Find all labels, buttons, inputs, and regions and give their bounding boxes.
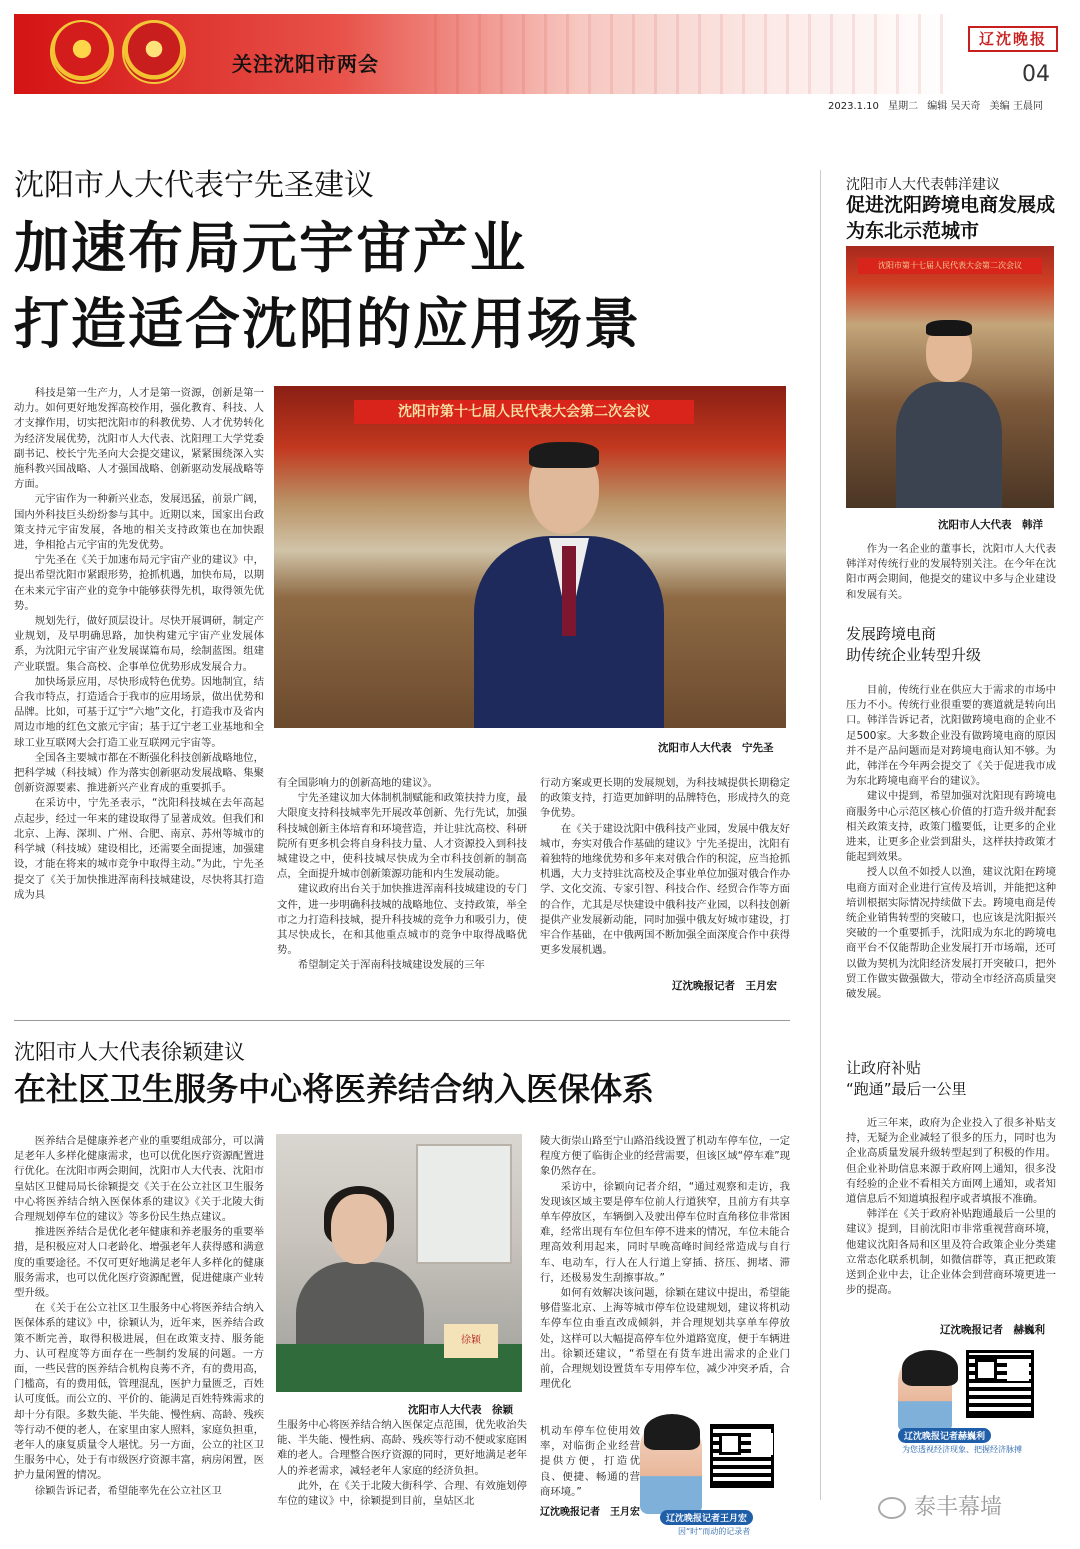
paragraph: 目前，传统行业在供应大于需求的市场中压力不小。传统行业很重要的赛道就是转向出口。韩洋告诉记者，沈阳做跨境电商的企业不足500家。大多数企业没有做跨境电商的原因并不是产品问题而是对跨境电商认知不够。为此，韩洋在今年两会提交了《关于促进我市成为东北跨境电商平台的建议》。 (846, 684, 1056, 788)
paragraph: 机动车停车位使用效率，对临街企业经营提供方便，打造优良、便捷、畅通的营商环境。” (540, 1425, 640, 1498)
column-divider (820, 170, 821, 1500)
paragraph: 在采访中，宁先圣表示，“沈阳科技城在去年高起点起步，经过一年来的建设取得了显著成效。但我们和北京、上海、深圳、广州、合肥、南京、苏州等城市的科学城（科技城）建设相比，还需要全面提速，加强建设，才能在将来的城市竞争中取得主动。”为此，宁先圣提交了《关于加快推进浑南科技城建设，尽快将其打造成为具 (14, 797, 264, 901)
national-emblem-icon (50, 20, 114, 84)
photo-stage-banner: 沈阳市第十七届人民代表大会第二次会议 (858, 258, 1042, 274)
paragraph: 希望制定关于浑南科技城建设发展的三年 (297, 959, 485, 972)
page-number: 04 (1022, 62, 1050, 87)
dateline (828, 97, 1049, 112)
paragraph: 科技是第一生产力，人才是第一资源，创新是第一动力。如何更好地发挥高校作用，强化教育、科技、人才支撑作用，切实把沈阳市的科教优势、人才优势转化为经济发展优势，沈阳市人大代表、沈阳理工大学党委副书记、校长宁先圣向大会提交建议，紧紧围绕深入实施科教兴国战略、人才强国战略、创新驱动发展战略等方面。 (14, 387, 264, 491)
paragraph: 在《关于建设沈阳中俄科技产业园，发展中俄友好城市，夯实对俄合作基础的建议》宁先圣提出，沈阳有着独特的地缘优势和多年来对俄合作的积淀，应当抢抓机遇，大力支持驻沈高校及企事业单位加强对俄合作办学、文化交流、专家引智、科技合作、经贸合作等方面的合作，尤其是尽快建设中俄科技产业园，以科技创新提供产业发展新动能，同时加强中俄友好城市建设，打牢合作基础，在中俄两国不断加强全面深度合作中获得更多发展机遇。 (540, 822, 790, 957)
paragraph: 韩洋在《关于政府补贴跑通最后一公里的建议》提到，目前沈阳市非常重视营商环境，他建议沈阳各局和区里及符合政策企业分类建立常态化联系机制，如微信群等，真正把政策送到企业中去，让企业体会到营商环境更进一步的提高。 (846, 1208, 1056, 1297)
newspaper-logo: 辽沈晚报 (968, 26, 1058, 52)
right-article-subhead-1: 发展跨境电商 助传统企业转型升级 (846, 625, 982, 664)
reporter-avatar (640, 1418, 702, 1514)
article1-byline: 辽沈晚报记者 王月宏 (672, 980, 777, 992)
paragraph: 宁先圣在《关于加速布局元宇宙产业的建议》中，提出希望沈阳市紧跟形势，抢抓机遇，加快布局，以期在未来元宇宙产业的竞争中能够获得先机，取得领先优势。 (14, 554, 264, 612)
paragraph: 徐颖告诉记者，希望能率先在公立社区卫 (34, 1484, 222, 1497)
right-article-headline: 促进沈阳跨境电商发展成为东北示范城市 (846, 194, 1056, 242)
qr-card-tagline: 为您透视经济现象、把握经济脉搏 (902, 1445, 1022, 1454)
paragraph: 宁先圣建议加大体制机制赋能和政策扶持力度，最大限度支持科技城率先开展改革创新、先行先试，加强科技城创新主体培育和环境营造，并让驻沈高校、科研院所有更多机会将自身科技力量、人才资源投入到科技城建设之中，使科技城尽快成为全市科技创新的制高点，全面提升城市创新策源功能和内生发展动能。 (277, 792, 527, 881)
qr-card-tagline: 因“时”而动的记录者 (678, 1527, 751, 1536)
photo-stage-banner: 沈阳市第十七届人民代表大会第二次会议 (354, 400, 694, 424)
paragraph: 采访中，徐颖向记者介绍，“通过观察和走访，我发现该区域主要是停车位前人行道狭窄，且前方有共享单车停放区，车辆倒入及驶出停车位时直角移位非常困难，经常出现有车位但车停不进来的情况，车位未能合理高效利用起来，同时早晚高峰时间经常造成与自行车、电动车，行人在人行道上穿插、挤压、拥堵、滞行，还极易发生刮擦事故。” (540, 1180, 790, 1284)
qr-card-label: 辽沈晚报记者王月宏 (660, 1510, 753, 1525)
article2-kicker: 沈阳市人大代表徐颖建议 (14, 1040, 245, 1064)
article1-headline-line2: 打造适合沈阳的应用场景 (14, 292, 642, 356)
person-figure (474, 446, 664, 728)
paragraph: 加快场景应用，尽快形成特色优势。因地制宜，结合我市特点，打造适合于我市的应用场景，做出优势和品牌。比如，可基于辽宁“六地”文化，打造我市及省内周边市地的红色文旅元宇宙；基于辽宁老工业基地和全球工业互联网大会打造工业互联网元宇宙等。 (14, 675, 264, 749)
qr-code-icon[interactable] (966, 1350, 1034, 1418)
paragraph: 行动方案或更长期的发展规划，为科技城提供长期稳定的政策支持，打造更加鲜明的品牌特色，形成持久的竞争优势。 (540, 777, 790, 820)
editor-credit: 编辑 吴天奇 (927, 101, 981, 112)
article1-column-2 (277, 776, 527, 991)
photo-xu-ying (276, 1134, 522, 1392)
right-article-kicker: 沈阳市人大代表韩洋建议 (846, 177, 1000, 193)
article2-column-3 (540, 1134, 790, 1424)
paragraph: 近三年来，政府为企业投入了很多补贴支持，无疑为企业减轻了很多的压力，同时也为企业高质量发展升级转型起到了积极的作用。但企业补助信息来源于政府网上通知，很多没有经验的企业不看相关方面网上通知，或者知道信息后不知道填报程序或者填报不准确。 (846, 1117, 1056, 1206)
section-title: 关注沈阳市两会 (232, 52, 379, 76)
issue-date: 2023.1.10 (828, 101, 879, 112)
photo-caption: 沈阳市人大代表 韩洋 (938, 519, 1043, 531)
paragraph: 作为一名企业的董事长，沈阳市人大代表韩洋对传统行业的发展特别关注。在今年在沈阳市两会期间，他提交的建议中多与企业建设和发展有关。 (846, 543, 1056, 601)
right-article-byline: 辽沈晚报记者 赫巍利 (940, 1324, 1045, 1336)
paragraph: 建议政府出台关于加快推进浑南科技城建设的专门文件，进一步明确科技城的战略地位、支持政策，举全市之力打造科技城，提升科技城的竞争力和吸引力，使其尽快成长，在和其他重点城市的竞争中取得战略优势。 (277, 883, 527, 957)
paragraph: 全国各主要城市都在不断强化科技创新战略地位，把科学城（科技城）作为落实创新驱动发展战略、集聚创新资源要素、推进新兴产业育成的重要抓手。 (14, 751, 264, 795)
photo-ning-xiansheng (274, 386, 786, 728)
right-article-subhead-2: 让政府补贴 “跑通”最后一公里 (846, 1059, 967, 1098)
masthead (0, 0, 1080, 115)
watermark-text: 泰丰幕墙 (914, 1495, 1003, 1520)
article-divider (14, 1020, 790, 1021)
qr-code-icon[interactable] (710, 1424, 774, 1488)
watermark (878, 1490, 1002, 1521)
paragraph: 陵大街崇山路至宁山路沿线设置了机动车停车位，一定程度方便了临街企业的经营需要，但该区域“停车难”现象仍然存在。 (540, 1135, 790, 1178)
photo-han-yang (846, 246, 1054, 508)
reporter-avatar (898, 1354, 952, 1432)
paragraph: 有全国影响力的创新高地的建议》。 (277, 777, 439, 789)
photo-caption: 沈阳市人大代表 宁先圣 (658, 742, 774, 754)
banner-decoration (434, 14, 954, 94)
paragraph: 推进医养结合是优化老年健康和养老服务的重要举措，是积极应对人口老龄化、增强老年人获得感和满意度的重要途径。不仅可更好地满足老年人多样化的健康服务需求，也可以优化医疗资源配置，促进健康产业转型升级。 (14, 1226, 264, 1300)
article1-headline-line1: 加速布局元宇宙产业 (14, 216, 528, 280)
paragraph: 如何有效解决该问题，徐颖在建议中提出，希望能够借鉴北京、上海等城市停车位设建规划，建议将机动车停车位由垂直改成倾斜，并合理规划共享单车停放处，这样可以大幅提高停车位外道路宽度，便于车辆进出。徐颖还建议，“希望在有货车进出需求的企业门前，合理规划设置货车专用停车位，减少冲突矛盾，合理优化 (540, 1287, 790, 1391)
cppcc-emblem-icon (122, 20, 186, 84)
paragraph: 医养结合是健康养老产业的重要组成部分，可以满足老年人多样化健康需求，也可以优化医疗资源配置进行优化。在沈阳市两会期间，沈阳市人大代表、沈阳市皇姑区卫健局局长徐颖提交《关于在公立社区卫生服务中心将医养结合纳入医保体系的建议》《关于北陵大街合理规划停车位的建议》等多份民生热点建议。 (14, 1135, 264, 1224)
qr-card-label: 辽沈晚报记者赫巍利 (898, 1428, 991, 1443)
paragraph: 在《关于在公立社区卫生服务中心将医养结合纳入医保体系的建议》中，徐颖认为，近年来，医养结合政策不断完善，取得积极进展，但在政策支持、服务能力、认可程度等方面存在一些制约发展的问题。一方面，一些民营的医养结合机构良莠不齐，有的费用高，门槛高，有的费用低，管理混乱，医护力量匮乏，百姓认可度低。而公立的、平价的、能满足百姓特殊需求的却十分有限。多数失能、半失能、慢性病、高龄、残疾等行动不便的老人，在家里由家人照料，家庭负担重，老年人的康复质量令人堪忧。另一方面，公立的社区卫生服务中心，处于有市级医疗资源丰富，病房闲置，医护力量闲置的情况。 (14, 1302, 264, 1482)
issue-weekday: 星期二 (888, 101, 919, 112)
paragraph: 规划先行，做好顶层设计。尽快开展调研，制定产业规划，及早明确思路，加快构建元宇宙产业发展体系，为沈阳元宇宙产业发展谋篇布局，绘制蓝图。组建产业联盟。集合高校、企事单位优势形成发展合力。 (14, 615, 264, 673)
reporter-qr-card (888, 1346, 1058, 1462)
article2-column-1 (14, 1134, 264, 1544)
photo-caption: 沈阳市人大代表 徐颖 (408, 1404, 513, 1416)
reporter-qr-card (640, 1418, 790, 1536)
paragraph: 元宇宙作为一种新兴业态，发展迅猛，前景广阔，国内外科技巨头纷纷参与其中。近期以来，国家出台政策支持元宇宙发展，各地的相关支持政策也在加快跟进，争相抢占元宇宙的先发优势。 (14, 493, 264, 552)
article2-byline: 辽沈晚报记者 王月宏 (540, 1507, 640, 1518)
paragraph: 生服务中心将医养结合纳入医保定点范围，优先收治失能、半失能、慢性病、高龄、残疾等行动不便或家庭困难的老人。合理整合医疗资源的同时，更好地满足老年人的养老需求，减轻老年人家庭的经济负担。 (277, 1419, 527, 1477)
paragraph: 授人以鱼不如授人以渔，建议沈阳在跨境电商方面对企业进行宣传及培训，并能把这种培训根据实际情况持续做下去。跨境电商是传统企业销售转型的突破口，也应该是沈阳振兴突破的一个重要抓手，沈阳成为东北的跨境电商平台不仅能帮助企业发展打开市场端，还可以做为契机为沈阳经济发展打开突破口，把外贸工作做实做强做大，带动全市经济高质量突破发展。 (846, 866, 1056, 1001)
paragraph: 此外，在《关于北陵大街科学、合理、有效施划停车位的建议》中，徐颖提到目前，皇姑区北 (277, 1479, 527, 1508)
article1-kicker: 沈阳市人大代表宁先圣建议 (14, 168, 374, 203)
paragraph: 建议中提到，希望加强对沈阳现有跨境电商服务中心示范区核心价值的打造升级并配套相关政策支持，政策门槛要低，让更多的企业进来，让更多企业尝到甜头，这样扶持政策才能起到效果。 (846, 790, 1056, 864)
right-article-body-1 (846, 683, 1056, 1041)
right-article-intro (846, 542, 1056, 602)
article1-column-1 (14, 386, 264, 991)
article1-column-3 (540, 776, 790, 981)
article2-column-2 (277, 1418, 527, 1544)
right-article-body-2 (846, 1116, 1056, 1326)
photo-nameplate: 徐颖 (444, 1324, 498, 1358)
designer-credit: 美编 王晨同 (989, 101, 1043, 112)
article2-headline: 在社区卫生服务中心将医养结合纳入医保体系 (14, 1070, 655, 1108)
wechat-icon (878, 1497, 906, 1519)
